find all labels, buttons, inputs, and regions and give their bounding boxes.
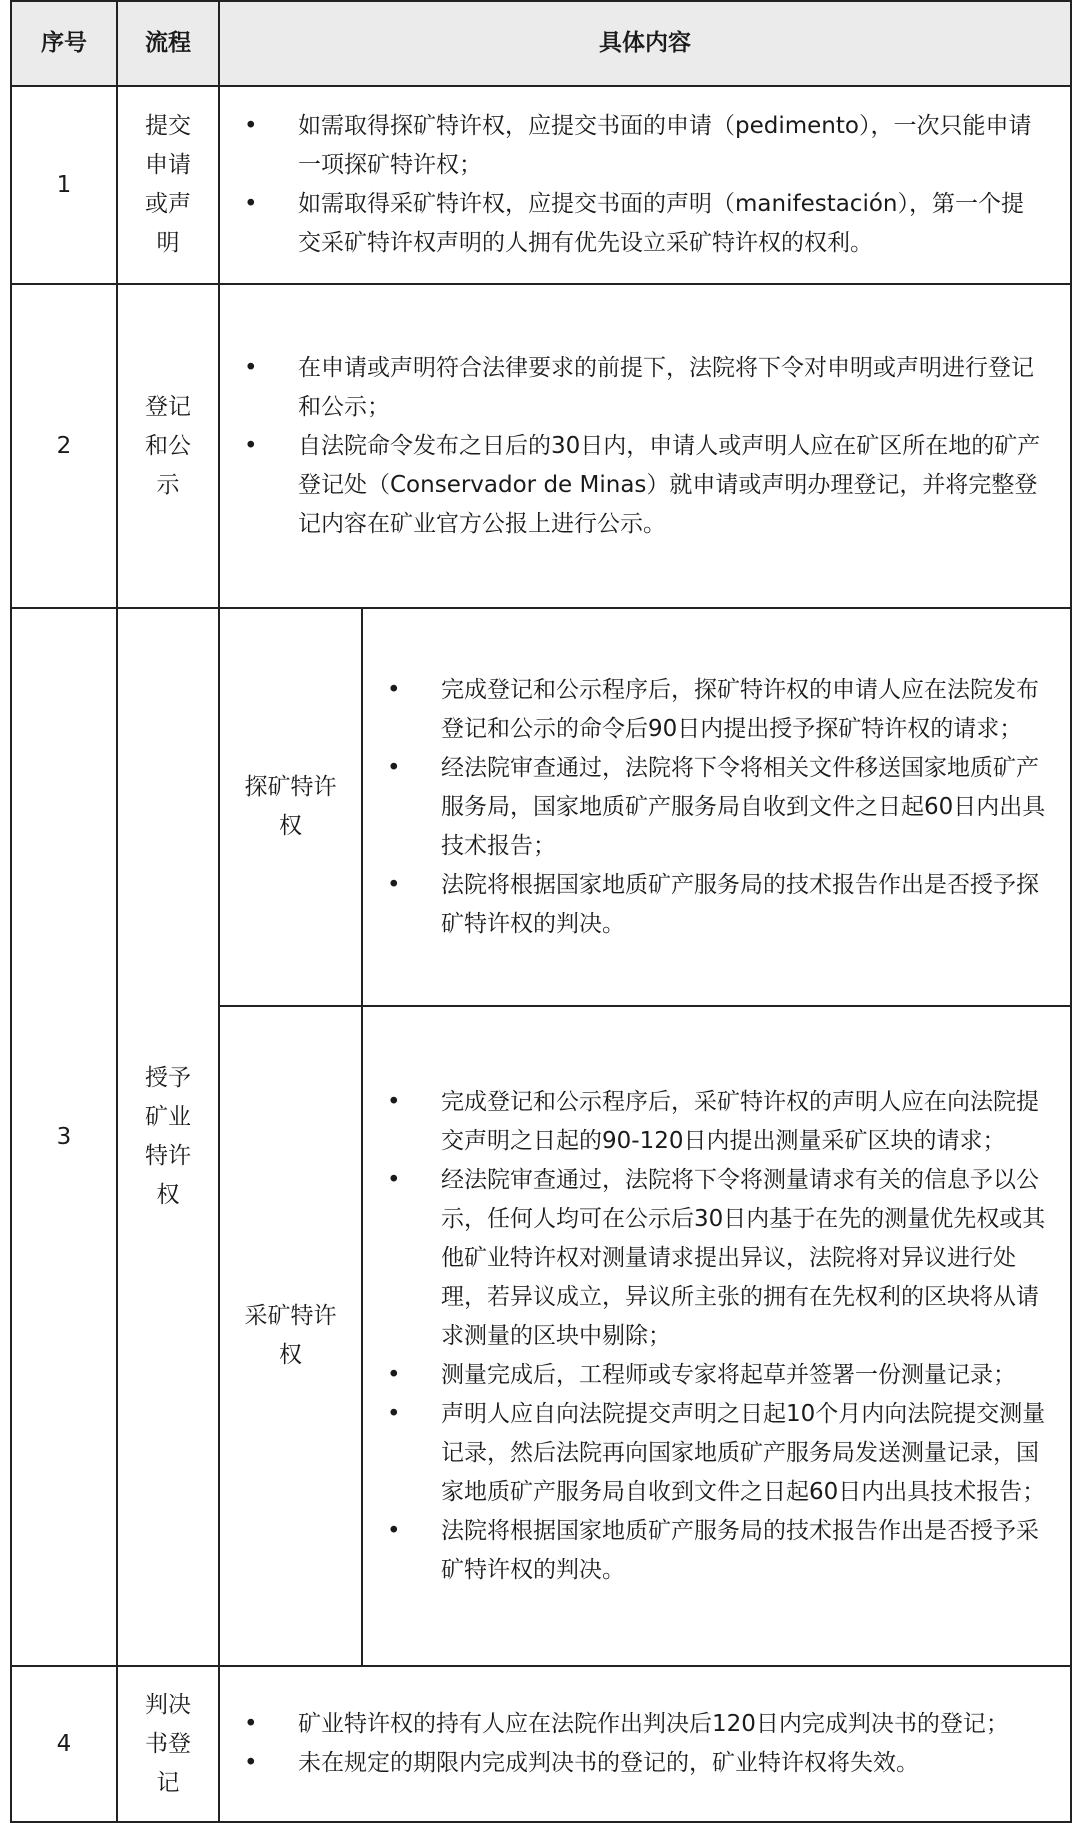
header-content: 具体内容 (219, 1, 1071, 86)
list-item: • 自法院命令发布之日后的30日内，申请人或声明人应在矿区所在地的矿产登记处（Conservador de Minas）就申请或声明办理登记，并将完整登记内容在矿业官方公报上进行公示。 (240, 427, 1046, 544)
process-table (10, 0, 1072, 1823)
row-content (219, 284, 1071, 608)
list-item: • 完成登记和公示程序后，探矿特许权的申请人应在法院发布登记和公示的命令后90日内提出授予探矿特许权的请求； (383, 671, 1046, 749)
header-row (11, 1, 1071, 86)
list-item: • 经法院审查通过，法院将下令将相关文件移送国家地质矿产服务局，国家地质矿产服务局自收到文件之日起60日内出具技术报告； (383, 749, 1046, 866)
row-process: 提交申请或声明 (117, 86, 219, 284)
list-item: • 未在规定的期限内完成判决书的登记的，矿业特许权将失效。 (240, 1744, 1046, 1783)
list-item: • 法院将根据国家地质矿产服务局的技术报告作出是否授予采矿特许权的判决。 (383, 1512, 1046, 1590)
table-row (11, 608, 1071, 1006)
table-row (11, 1666, 1071, 1822)
list-item: • 测量完成后，工程师或专家将起草并签署一份测量记录； (383, 1356, 1046, 1395)
list-item: • 如需取得采矿特许权，应提交书面的声明（manifestación），第一个提交采矿特许权声明的人拥有优先设立采矿特许权的权利。 (240, 185, 1046, 263)
list-item: • 矿业特许权的持有人应在法院作出判决后120日内完成判决书的登记； (240, 1705, 1046, 1744)
list-item: • 完成登记和公示程序后，采矿特许权的声明人应在向法院提交声明之日起的90-120日内提出测量采矿区块的请求； (383, 1083, 1046, 1161)
row-content (362, 608, 1071, 1006)
row-index: 2 (11, 284, 117, 608)
sub-process-label: 探矿特许权 (219, 608, 362, 1006)
row-process: 判决书登记 (117, 1666, 219, 1822)
header-process: 流程 (117, 1, 219, 86)
row-index: 4 (11, 1666, 117, 1822)
row-content (362, 1006, 1071, 1666)
list-item: • 如需取得探矿特许权，应提交书面的申请（pedimento），一次只能申请一项探矿特许权； (240, 107, 1046, 185)
sub-process-label: 采矿特许权 (219, 1006, 362, 1666)
table-row (11, 284, 1071, 608)
list-item: • 声明人应自向法院提交声明之日起10个月内向法院提交测量记录，然后法院再向国家地质矿产服务局发送测量记录，国家地质矿产服务局自收到文件之日起60日内出具技术报告； (383, 1395, 1046, 1512)
row-index: 3 (11, 608, 117, 1666)
header-index: 序号 (11, 1, 117, 86)
row-process: 授予矿业特许权 (117, 608, 219, 1666)
row-content (219, 1666, 1071, 1822)
row-content (219, 86, 1071, 284)
list-item: • 法院将根据国家地质矿产服务局的技术报告作出是否授予探矿特许权的判决。 (383, 866, 1046, 944)
list-item: • 经法院审查通过，法院将下令将测量请求有关的信息予以公示，任何人均可在公示后30日内基于在先的测量优先权或其他矿业特许权对测量请求提出异议，法院将对异议进行处理，若异议成立，异议所主张的拥有在先权利的区块将从请求测量的区块中剔除； (383, 1161, 1046, 1356)
table-row (11, 86, 1071, 284)
row-index: 1 (11, 86, 117, 284)
row-process: 登记和公示 (117, 284, 219, 608)
list-item: • 在申请或声明符合法律要求的前提下，法院将下令对申明或声明进行登记和公示； (240, 349, 1046, 427)
